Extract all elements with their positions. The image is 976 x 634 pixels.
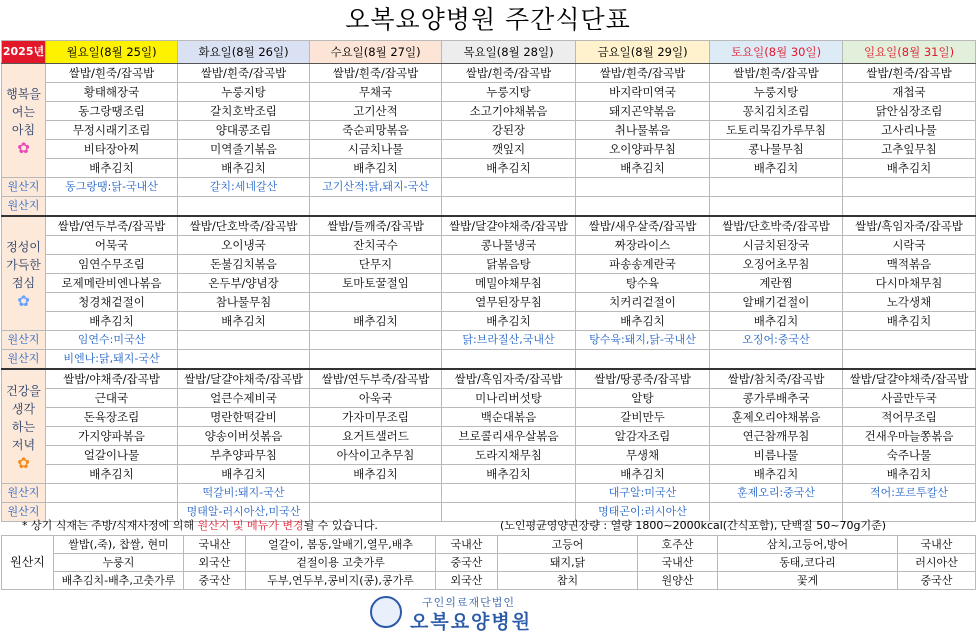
origin-ingredient: 얼갈이, 봄동,알배기,열무,배추 xyxy=(246,536,436,554)
menu-item: 미역줄기볶음 xyxy=(178,140,310,159)
origin-note xyxy=(310,484,442,503)
menu-item: 맥적볶음 xyxy=(843,255,976,274)
menu-item: 쌀밥/흑임자죽/잡곡밥 xyxy=(442,369,576,389)
origin-note xyxy=(710,197,843,217)
menu-item: 가지양파볶음 xyxy=(46,427,178,446)
menu-item: 근대국 xyxy=(46,389,178,408)
origin-country: 국내산 xyxy=(184,536,246,554)
meal-label-dinner xyxy=(2,369,46,484)
weekly-menu-table xyxy=(1,40,976,522)
origin-country: 국내산 xyxy=(638,554,718,572)
origin-row xyxy=(2,350,976,370)
origin-country: 러시아산 xyxy=(898,554,976,572)
menu-item: 배추김치 xyxy=(576,159,710,178)
menu-item xyxy=(310,293,442,312)
menu-item: 쌀밥/흰죽/잡곡밥 xyxy=(310,64,442,83)
origin-label: 원산지 xyxy=(2,178,46,197)
menu-item: 콩나물무침 xyxy=(710,140,843,159)
origin-note xyxy=(46,197,178,217)
origin-ingredient: 돼지,닭 xyxy=(498,554,638,572)
menu-row xyxy=(2,102,976,121)
origin-table xyxy=(1,535,976,590)
menu-item: 다시마채무침 xyxy=(843,274,976,293)
menu-item: 고추잎무침 xyxy=(843,140,976,159)
menu-item: 브로콜리새우살볶음 xyxy=(442,427,576,446)
menu-item: 배추김치 xyxy=(576,465,710,484)
menu-item: 배추김치 xyxy=(710,312,843,331)
menu-row xyxy=(2,369,976,389)
origin-note xyxy=(442,178,576,197)
origin-ingredient: 삼치,고등어,방어 xyxy=(718,536,898,554)
menu-item: 연근참깨무침 xyxy=(710,427,843,446)
day-header-tue: 화요일(8월 26일) xyxy=(178,41,310,64)
origin-note xyxy=(442,484,576,503)
day-header-wed: 수요일(8월 27일) xyxy=(310,41,442,64)
meal-label-line: 저녁 xyxy=(11,437,36,452)
menu-row xyxy=(2,465,976,484)
origin-ingredient: 배추김치-배추,고춧가루 xyxy=(54,572,184,590)
menu-item: 얼갈이나물 xyxy=(46,446,178,465)
menu-item: 비름나물 xyxy=(710,446,843,465)
menu-row xyxy=(2,255,976,274)
menu-item: 쌀밥/흰죽/잡곡밥 xyxy=(46,64,178,83)
menu-item: 소고기야채볶음 xyxy=(442,102,576,121)
menu-item: 오이양파무침 xyxy=(576,140,710,159)
menu-item: 단무지 xyxy=(310,255,442,274)
menu-item: 사골만두국 xyxy=(843,389,976,408)
day-header-fri: 금요일(8월 29일) xyxy=(576,41,710,64)
origin-note: 대구알:미국산 xyxy=(576,484,710,503)
menu-item: 동그랑땡조림 xyxy=(46,102,178,121)
menu-item: 쌀밥/참치죽/잡곡밥 xyxy=(710,369,843,389)
menu-item: 메밀야채무침 xyxy=(442,274,576,293)
menu-row xyxy=(2,140,976,159)
menu-item: 쌀밥/흰죽/잡곡밥 xyxy=(178,64,310,83)
menu-item: 취나물볶음 xyxy=(576,121,710,140)
origin-note xyxy=(178,350,310,370)
menu-item: 요거트샐러드 xyxy=(310,427,442,446)
menu-item: 배추김치 xyxy=(46,465,178,484)
menu-item: 오징어초무침 xyxy=(710,255,843,274)
menu-item: 쌀밥/흑임자죽/잡곡밥 xyxy=(843,216,976,236)
origin-row xyxy=(2,197,976,217)
origin-country: 중국산 xyxy=(898,572,976,590)
menu-item: 노각생채 xyxy=(843,293,976,312)
menu-item: 파송송계란국 xyxy=(576,255,710,274)
origin-country: 국내산 xyxy=(898,536,976,554)
origin-note xyxy=(310,197,442,217)
menu-item: 깻잎지 xyxy=(442,140,576,159)
menu-item: 돼지곤약볶음 xyxy=(576,102,710,121)
menu-item: 돈불김치볶음 xyxy=(178,255,310,274)
menu-item: 쌀밥/흰죽/잡곡밥 xyxy=(843,64,976,83)
menu-item: 콩나물냉국 xyxy=(442,236,576,255)
menu-item: 쌀밥/달걀야채죽/잡곡밥 xyxy=(178,369,310,389)
menu-item: 비타장아찌 xyxy=(46,140,178,159)
meal-label-line: 정성이 xyxy=(6,239,41,254)
origin-note: 떡갈비:돼지-국산 xyxy=(178,484,310,503)
menu-item: 쌀밥/땅콩죽/잡곡밥 xyxy=(576,369,710,389)
origin-note: 동그랑땡:닭-국내산 xyxy=(46,178,178,197)
origin-table-row xyxy=(2,536,976,554)
menu-item: 양대콩조림 xyxy=(178,121,310,140)
meal-label-line: 가득한 xyxy=(6,257,41,272)
origin-label: 원산지 xyxy=(2,350,46,370)
hospital-emblem-icon xyxy=(370,596,402,628)
menu-item: 쌀밥/연두부죽/잡곡밥 xyxy=(310,369,442,389)
menu-item: 꽁치김치조림 xyxy=(710,102,843,121)
notice-highlight: 원산지 및 메뉴가 변경 xyxy=(197,519,304,532)
menu-item: 배추김치 xyxy=(178,312,310,331)
logo-subtitle: 구인의료재단법인 xyxy=(422,596,516,609)
origin-ingredient: 두부,연두부,콩비지(콩),콩가루 xyxy=(246,572,436,590)
menu-item: 쌀밥/야채죽/잡곡밥 xyxy=(46,369,178,389)
origin-note xyxy=(710,350,843,370)
menu-item: 얼큰수제비국 xyxy=(178,389,310,408)
origin-note: 탕수육:돼지,닭-국내산 xyxy=(576,331,710,350)
menu-item: 쌀밥/들깨죽/잡곡밥 xyxy=(310,216,442,236)
menu-row xyxy=(2,293,976,312)
menu-item: 고사리나물 xyxy=(843,121,976,140)
meal-label-line: 생각 xyxy=(11,401,36,416)
menu-item: 누룽지탕 xyxy=(178,83,310,102)
origin-note xyxy=(576,197,710,217)
menu-item: 잔치국수 xyxy=(310,236,442,255)
menu-item: 온두부/양념장 xyxy=(178,274,310,293)
meal-label-line: 아침 xyxy=(11,122,36,137)
origin-row xyxy=(2,331,976,350)
origin-note: 적어:포르투칼산 xyxy=(843,484,976,503)
origin-note: 갈치:세네갈산 xyxy=(178,178,310,197)
menu-item: 무정시래기조림 xyxy=(46,121,178,140)
origin-label: 원산지 xyxy=(2,331,46,350)
menu-item: 임연수무조림 xyxy=(46,255,178,274)
menu-item: 치커리겉절이 xyxy=(576,293,710,312)
menu-item: 아삭이고추무침 xyxy=(310,446,442,465)
menu-item: 재첩국 xyxy=(843,83,976,102)
menu-item: 무채국 xyxy=(310,83,442,102)
menu-row xyxy=(2,274,976,293)
flower-icon: ✿ xyxy=(17,453,30,472)
menu-row xyxy=(2,64,976,83)
day-header-thu: 목요일(8월 28일) xyxy=(442,41,576,64)
menu-item: 황태해장국 xyxy=(46,83,178,102)
origin-row xyxy=(2,178,976,197)
menu-item: 부추양파무침 xyxy=(178,446,310,465)
menu-item: 죽순피망볶음 xyxy=(310,121,442,140)
origin-note xyxy=(843,178,976,197)
day-header-sat: 토요일(8월 30일) xyxy=(710,41,843,64)
menu-row xyxy=(2,427,976,446)
origin-label: 원산지 xyxy=(2,197,46,217)
menu-item: 배추김치 xyxy=(442,159,576,178)
menu-item: 가자미무조림 xyxy=(310,408,442,427)
origin-note xyxy=(843,197,976,217)
menu-item: 미나리버섯탕 xyxy=(442,389,576,408)
menu-item: 배추김치 xyxy=(310,465,442,484)
menu-row xyxy=(2,216,976,236)
origin-note xyxy=(843,331,976,350)
menu-item: 갈치호박조림 xyxy=(178,102,310,121)
day-header-sun: 일요일(8월 31일) xyxy=(843,41,976,64)
menu-item: 배추김치 xyxy=(178,159,310,178)
menu-item: 쌀밥/단호박죽/잡곡밥 xyxy=(178,216,310,236)
menu-item: 배추김치 xyxy=(710,465,843,484)
menu-item: 배추김치 xyxy=(576,312,710,331)
day-header-mon: 월요일(8월 25일) xyxy=(46,41,178,64)
origin-ingredient: 꽃게 xyxy=(718,572,898,590)
menu-item: 배추김치 xyxy=(843,159,976,178)
menu-row xyxy=(2,312,976,331)
origin-country: 외국산 xyxy=(436,572,498,590)
menu-item: 시금치된장국 xyxy=(710,236,843,255)
menu-item: 쌀밥/연두부죽/잡곡밥 xyxy=(46,216,178,236)
meal-label-line: 점심 xyxy=(11,275,36,290)
origin-note: 명태알-러시아산,미국산 xyxy=(178,503,310,522)
menu-item: 탕수육 xyxy=(576,274,710,293)
menu-item: 닭안심장조림 xyxy=(843,102,976,121)
menu-item: 쌀밥/흰죽/잡곡밥 xyxy=(710,64,843,83)
menu-item: 짜장라이스 xyxy=(576,236,710,255)
menu-item: 알배기겉절이 xyxy=(710,293,843,312)
menu-item: 적어무조림 xyxy=(843,408,976,427)
meal-label-lunch xyxy=(2,216,46,331)
origin-label: 원산지 xyxy=(2,503,46,522)
menu-item: 바지락미역국 xyxy=(576,83,710,102)
meal-label-line: 여는 xyxy=(11,104,36,119)
menu-item: 배추김치 xyxy=(710,159,843,178)
menu-item: 배추김치 xyxy=(310,159,442,178)
origin-ingredient: 쌀밥(,죽), 찹쌀, 현미 xyxy=(54,536,184,554)
origin-note xyxy=(310,331,442,350)
menu-item: 훈제오리야채볶음 xyxy=(710,408,843,427)
origin-note: 명태곤이:러시아산 xyxy=(576,503,710,522)
menu-item: 배추김치 xyxy=(46,159,178,178)
menu-item: 누룽지탕 xyxy=(442,83,576,102)
menu-item: 건새우마늘쫑볶음 xyxy=(843,427,976,446)
origin-note: 임연수:미국산 xyxy=(46,331,178,350)
menu-item: 고기산적 xyxy=(310,102,442,121)
origin-note xyxy=(442,197,576,217)
day-header-row xyxy=(2,41,976,64)
origin-country: 외국산 xyxy=(184,554,246,572)
menu-row xyxy=(2,446,976,465)
flower-icon: ✿ xyxy=(17,138,30,157)
menu-item: 쌀밥/달걀야채죽/잡곡밥 xyxy=(442,216,576,236)
page-title: 오복요양병원 주간식단표 xyxy=(345,5,631,34)
origin-ingredient: 고등어 xyxy=(498,536,638,554)
menu-item: 콩가루배추국 xyxy=(710,389,843,408)
menu-item: 참나물무침 xyxy=(178,293,310,312)
logo-name: 오복요양병원 xyxy=(410,611,533,633)
origin-note xyxy=(178,197,310,217)
menu-item: 강된장 xyxy=(442,121,576,140)
menu-row xyxy=(2,389,976,408)
meal-label-breakfast xyxy=(2,64,46,178)
origin-country: 국내산 xyxy=(436,536,498,554)
origin-table-row xyxy=(2,554,976,572)
menu-row xyxy=(2,159,976,178)
year-label: 2025년 xyxy=(2,41,46,64)
menu-item: 양송이버섯볶음 xyxy=(178,427,310,446)
origin-country: 원양산 xyxy=(638,572,718,590)
origin-note xyxy=(178,331,310,350)
menu-item: 로제메란비엔나볶음 xyxy=(46,274,178,293)
origin-country: 중국산 xyxy=(184,572,246,590)
origin-ingredient: 참치 xyxy=(498,572,638,590)
origin-note: 오징어:중국산 xyxy=(710,331,843,350)
meal-label-line: 하는 xyxy=(11,419,36,434)
menu-item: 도라지채무침 xyxy=(442,446,576,465)
menu-item: 돈육장조림 xyxy=(46,408,178,427)
menu-row xyxy=(2,121,976,140)
menu-item: 열무된장무침 xyxy=(442,293,576,312)
origin-note xyxy=(442,350,576,370)
menu-item: 알탕 xyxy=(576,389,710,408)
menu-item: 배추김치 xyxy=(442,465,576,484)
menu-item: 무생채 xyxy=(576,446,710,465)
menu-item: 오이냉국 xyxy=(178,236,310,255)
menu-item: 알감자조림 xyxy=(576,427,710,446)
menu-item: 닭볶음탕 xyxy=(442,255,576,274)
flower-icon: ✿ xyxy=(17,291,30,310)
origin-note: 닭:브라질산,국내산 xyxy=(442,331,576,350)
menu-item: 쌀밥/새우살죽/잡곡밥 xyxy=(576,216,710,236)
menu-item: 청경채겉절이 xyxy=(46,293,178,312)
menu-item: 배추김치 xyxy=(46,312,178,331)
origin-note xyxy=(310,350,442,370)
menu-item: 배추김치 xyxy=(843,465,976,484)
notice-text: * 상기 식재는 주방/식재사정에 의해 원산지 및 메뉴가 변경될 수 있습니다. xyxy=(22,519,378,532)
origin-country: 중국산 xyxy=(436,554,498,572)
origin-note xyxy=(710,178,843,197)
nutrition-note: (노인평균영양권장량 : 열량 1800~2000kcal(간식포함), 단백질 50~70g기준) xyxy=(500,519,886,532)
menu-item: 명란한떡갈비 xyxy=(178,408,310,427)
hospital-logo xyxy=(370,594,630,633)
origin-note: 비엔나:닭,돼지-국산 xyxy=(46,350,178,370)
menu-item: 숙주나물 xyxy=(843,446,976,465)
menu-item: 배추김치 xyxy=(442,312,576,331)
origin-ingredient: 누룽지 xyxy=(54,554,184,572)
menu-item: 도토리묵김가루무침 xyxy=(710,121,843,140)
meal-label-line: 건강을 xyxy=(6,383,41,398)
notice-line xyxy=(0,517,976,535)
origin-note xyxy=(576,178,710,197)
origin-ingredient: 동태,코다리 xyxy=(718,554,898,572)
origin-note xyxy=(576,350,710,370)
menu-item: 토마토꿀절임 xyxy=(310,274,442,293)
menu-item: 배추김치 xyxy=(843,312,976,331)
origin-table-row xyxy=(2,572,976,590)
menu-item: 배추김치 xyxy=(178,465,310,484)
origin-row xyxy=(2,484,976,503)
menu-item: 아욱국 xyxy=(310,389,442,408)
menu-item: 시락국 xyxy=(843,236,976,255)
menu-row xyxy=(2,83,976,102)
menu-row xyxy=(2,408,976,427)
menu-item: 갈비만두 xyxy=(576,408,710,427)
origin-note: 훈제오리:중국산 xyxy=(710,484,843,503)
origin-ingredient: 겉절이용 고춧가루 xyxy=(246,554,436,572)
menu-item: 어묵국 xyxy=(46,236,178,255)
menu-item: 시금치나물 xyxy=(310,140,442,159)
origin-note: 고기산적:닭,돼지-국산 xyxy=(310,178,442,197)
menu-item: 쌀밥/달걀야채죽/잡곡밥 xyxy=(843,369,976,389)
origin-table-label: 원산지 xyxy=(2,536,54,590)
meal-label-line: 행복을 xyxy=(6,86,41,101)
origin-note xyxy=(46,484,178,503)
menu-item: 백순대볶음 xyxy=(442,408,576,427)
origin-label: 원산지 xyxy=(2,484,46,503)
menu-item: 누룽지탕 xyxy=(710,83,843,102)
menu-item: 쌀밥/흰죽/잡곡밥 xyxy=(442,64,576,83)
menu-item: 쌀밥/단호박죽/잡곡밥 xyxy=(710,216,843,236)
menu-row xyxy=(2,236,976,255)
menu-item: 계란찜 xyxy=(710,274,843,293)
origin-country: 호주산 xyxy=(638,536,718,554)
origin-note xyxy=(843,350,976,370)
menu-item: 쌀밥/흰죽/잡곡밥 xyxy=(576,64,710,83)
menu-item: 배추김치 xyxy=(310,312,442,331)
